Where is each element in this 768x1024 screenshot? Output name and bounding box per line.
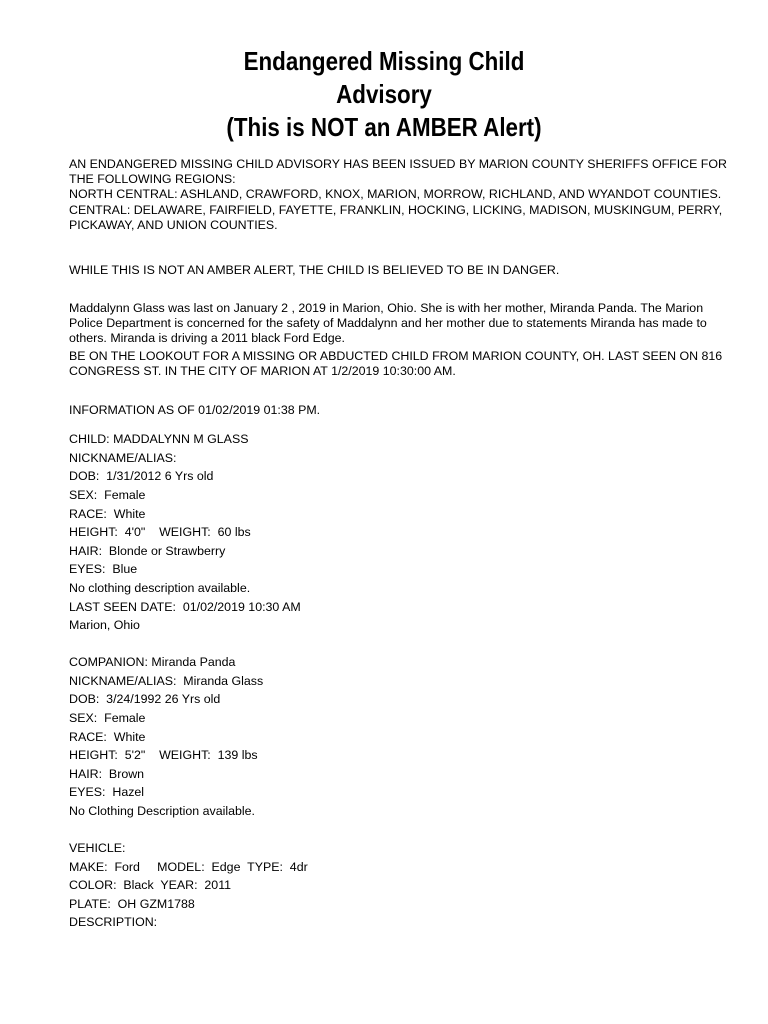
title-line-3: (This is NOT an AMBER Alert) bbox=[226, 112, 542, 142]
title-line-1: Endangered Missing Child bbox=[243, 46, 525, 76]
intro-central: CENTRAL: DELAWARE, FAIRFIELD, FAYETTE, FRANKLIN, HOCKING, LICKING, MADISON, MUSKINGUM, PERRY, PICKAWAY, AND UNION COUNTIES. bbox=[69, 202, 723, 232]
vehicle-plate: PLATE: OH GZM1788 bbox=[69, 897, 195, 911]
child-clothing: No clothing description available. bbox=[69, 581, 251, 595]
vehicle-make-model-type: MAKE: Ford MODEL: Edge TYPE: 4dr bbox=[69, 860, 308, 874]
narrative-block bbox=[69, 301, 729, 379]
child-nickname: NICKNAME/ALIAS: bbox=[69, 451, 177, 465]
page-title bbox=[54, 45, 714, 144]
lookout-text: BE ON THE LOOKOUT FOR A MISSING OR ABDUCTED CHILD FROM MARION COUNTY, OH. LAST SEEN ON 816 CONGRESS ST. IN THE CITY OF MARION AT 1/2/2019 10:30:00 AM. bbox=[69, 348, 723, 378]
info-as-of: INFORMATION AS OF 01/02/2019 01:38 PM. bbox=[69, 403, 321, 417]
child-height-weight: HEIGHT: 4'0" WEIGHT: 60 lbs bbox=[69, 525, 251, 539]
companion-sex: SEX: Female bbox=[69, 711, 146, 725]
danger-note-text: WHILE THIS IS NOT AN AMBER ALERT, THE CHILD IS BELIEVED TO BE IN DANGER. bbox=[69, 263, 560, 277]
child-eyes: EYES: Blue bbox=[69, 562, 138, 576]
child-last-seen-date: LAST SEEN DATE: 01/02/2019 10:30 AM bbox=[69, 600, 301, 614]
child-name: CHILD: MADDALYNN M GLASS bbox=[69, 432, 249, 446]
child-location: Marion, Ohio bbox=[69, 618, 140, 632]
child-dob: DOB: 1/31/2012 6 Yrs old bbox=[69, 469, 214, 483]
child-hair: HAIR: Blonde or Strawberry bbox=[69, 544, 226, 558]
vehicle-color-year: COLOR: Black YEAR: 2011 bbox=[69, 878, 232, 892]
vehicle-description: DESCRIPTION: bbox=[69, 915, 158, 929]
companion-hair: HAIR: Brown bbox=[69, 767, 145, 781]
intro-issued: AN ENDANGERED MISSING CHILD ADVISORY HAS BEEN ISSUED BY MARION COUNTY SHERIFFS OFFICE FOR THE FOLLOWING REGIONS: bbox=[69, 157, 727, 187]
companion-height-weight: HEIGHT: 5'2" WEIGHT: 139 lbs bbox=[69, 748, 258, 762]
companion-race: RACE: White bbox=[69, 730, 146, 744]
child-sex: SEX: Female bbox=[69, 488, 146, 502]
vehicle-heading: VEHICLE: bbox=[69, 841, 126, 855]
companion-dob: DOB: 3/24/1992 26 Yrs old bbox=[69, 692, 221, 706]
companion-name: COMPANION: Miranda Panda bbox=[69, 655, 236, 669]
narrative-text: Maddalynn Glass was last on January 2 , 2019 in Marion, Ohio. She is with her mother, Miranda Panda. The Marion Police Department is concerned for the safety of Maddalynn and her mother due to statements Miranda has made to others. Miranda is driving a 2011 black Ford Edge. bbox=[69, 301, 707, 346]
intro-block bbox=[69, 157, 729, 233]
title-line-2: Advisory bbox=[336, 79, 432, 109]
companion-clothing: No Clothing Description available. bbox=[69, 804, 255, 818]
companion-nickname: NICKNAME/ALIAS: Miranda Glass bbox=[69, 674, 264, 688]
companion-eyes: EYES: Hazel bbox=[69, 785, 145, 799]
child-race: RACE: White bbox=[69, 507, 146, 521]
danger-note bbox=[69, 263, 729, 278]
intro-north-central: NORTH CENTRAL: ASHLAND, CRAWFORD, KNOX, MARION, MORROW, RICHLAND, AND WYANDOT COUNTIES. bbox=[69, 187, 722, 202]
